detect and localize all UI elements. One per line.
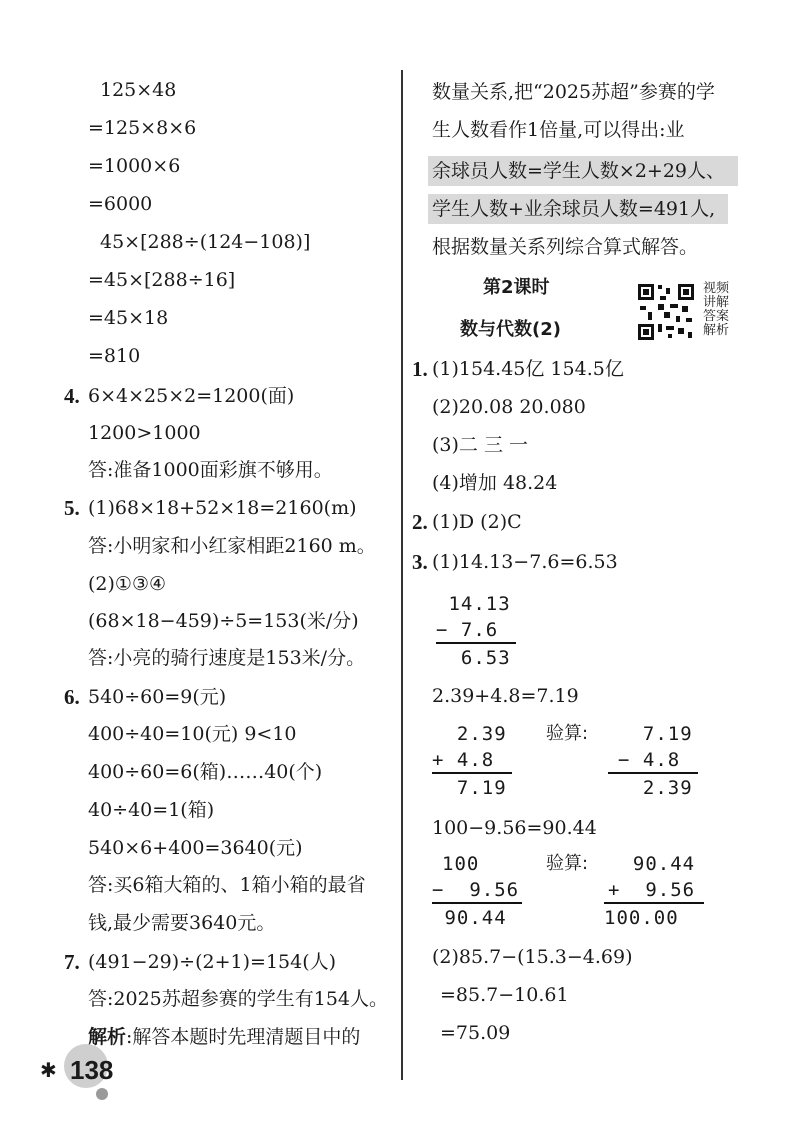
page-number: 138 [70, 1055, 114, 1085]
qr-caption: 视频讲解答案解析 [702, 281, 729, 338]
answer-line: (1)14.13−7.6=6.53 [432, 551, 618, 573]
analysis-label: 解析 [88, 1026, 127, 1048]
answer-line: 540×6+400=3640(元) [88, 837, 303, 859]
vertical-calc-line: − 4.8 [618, 749, 681, 771]
vertical-calc-line: 100 [442, 853, 480, 875]
analysis-line: 根据数量关系列综合算式解答。 [432, 236, 699, 258]
analysis-line: 数量关系,把“2025苏超”参赛的学 [432, 81, 715, 103]
question-number: 1. [412, 357, 428, 381]
answer-line: (3)二 三 一 [432, 434, 528, 456]
vertical-calc-line: 90.44 [608, 853, 696, 875]
vertical-calc-line: 14.13 [436, 593, 511, 615]
answer-line: =75.09 [440, 1022, 511, 1044]
calc-rule [436, 642, 516, 644]
vertical-calc-line: 6.53 [436, 647, 511, 669]
calc-line: =810 [88, 345, 141, 367]
calc-rule [604, 902, 704, 904]
analysis-line [88, 1025, 360, 1049]
vertical-calc-line: 100.00 [604, 907, 679, 929]
answer-line: 答:小亮的骑行速度是153米/分。 [88, 647, 366, 669]
question-number: 3. [412, 550, 428, 574]
answer-line: (491−29)÷(2+1)=154(人) [88, 951, 337, 973]
answer-line: (2)①③④ [88, 573, 167, 595]
calc-line: 45×[288÷(124−108)] [100, 231, 311, 253]
decorative-dot [96, 1088, 108, 1100]
calc-line: =1000×6 [88, 155, 181, 177]
vertical-calc-line: 90.44 [432, 907, 507, 929]
calc-rule [608, 772, 698, 774]
analysis-line: 余球员人数=学生人数×2+29人、 [432, 160, 726, 182]
vertical-calc-line: 7.19 [432, 777, 507, 799]
answer-line: 钱,最少需要3640元。 [88, 912, 276, 934]
answer-line: 540÷60=9(元) [88, 686, 227, 708]
answer-line: (2)85.7−(15.3−4.69) [432, 946, 633, 968]
answer-line: (2)20.08 20.080 [432, 396, 586, 418]
column-divider [401, 70, 403, 1080]
question-number: 2. [412, 510, 428, 534]
calc-line: =125×8×6 [88, 117, 197, 139]
calc-line: =45×[288÷16] [88, 269, 236, 291]
question-number: 7. [64, 950, 80, 974]
answer-line: 2.39+4.8=7.19 [432, 685, 579, 707]
calc-line: 125×48 [100, 79, 177, 101]
question-number: 6. [64, 685, 80, 709]
vertical-calc-line: − 7.6 [436, 619, 499, 641]
section-title: 数与代数(2) [460, 319, 561, 340]
star-icon: ✱ [40, 1058, 57, 1082]
answer-line: 答:2025苏超参赛的学生有154人。 [88, 988, 389, 1010]
analysis-text: :解答本题时先理清题目中的 [126, 1026, 361, 1048]
check-label: 验算: [546, 853, 589, 874]
answer-line: 6×4×25×2=1200(面) [88, 385, 295, 407]
answer-line: 1200>1000 [88, 422, 201, 444]
analysis-line: 生人数看作1倍量,可以得出:业 [432, 119, 685, 141]
answer-line: (4)增加 48.24 [432, 472, 558, 494]
answer-line: 40÷40=1(箱) [88, 799, 215, 821]
vertical-calc-line: 7.19 [618, 723, 693, 745]
answer-line: =85.7−10.61 [440, 984, 569, 1006]
vertical-calc-line: + 4.8 [432, 749, 495, 771]
calc-rule [432, 902, 522, 904]
calc-line: =6000 [88, 193, 153, 215]
answer-line: 答:小明家和小红家相距2160 m。 [88, 535, 376, 557]
answer-line: (68×18−459)÷5=153(米/分) [88, 610, 359, 632]
analysis-line: 学生人数+业余球员人数=491人, [432, 198, 716, 220]
answer-line: (1)154.45亿 154.5亿 [432, 358, 624, 380]
qr-code-icon[interactable] [636, 282, 696, 342]
question-number: 4. [64, 384, 80, 408]
answer-line: 400÷40=10(元) 9<10 [88, 723, 297, 745]
calc-line: =45×18 [88, 307, 169, 329]
answer-line: (1)D (2)C [432, 511, 522, 533]
vertical-calc-line: + 9.56 [608, 879, 696, 901]
answer-line: 答:买6箱大箱的、1箱小箱的最省 [88, 874, 366, 896]
answer-line: 答:准备1000面彩旗不够用。 [88, 459, 333, 481]
vertical-calc-line: − 9.56 [432, 879, 520, 901]
vertical-calc-line: 2.39 [618, 777, 693, 799]
answer-line: (1)68×18+52×18=2160(m) [88, 497, 357, 519]
question-number: 5. [64, 496, 80, 520]
lesson-title: 第2课时 [483, 277, 550, 298]
check-label: 验算: [546, 723, 589, 744]
calc-rule [432, 772, 512, 774]
vertical-calc-line: 2.39 [432, 723, 507, 745]
answer-line: 400÷60=6(箱)……40(个) [88, 761, 323, 783]
answer-line: 100−9.56=90.44 [432, 817, 597, 839]
